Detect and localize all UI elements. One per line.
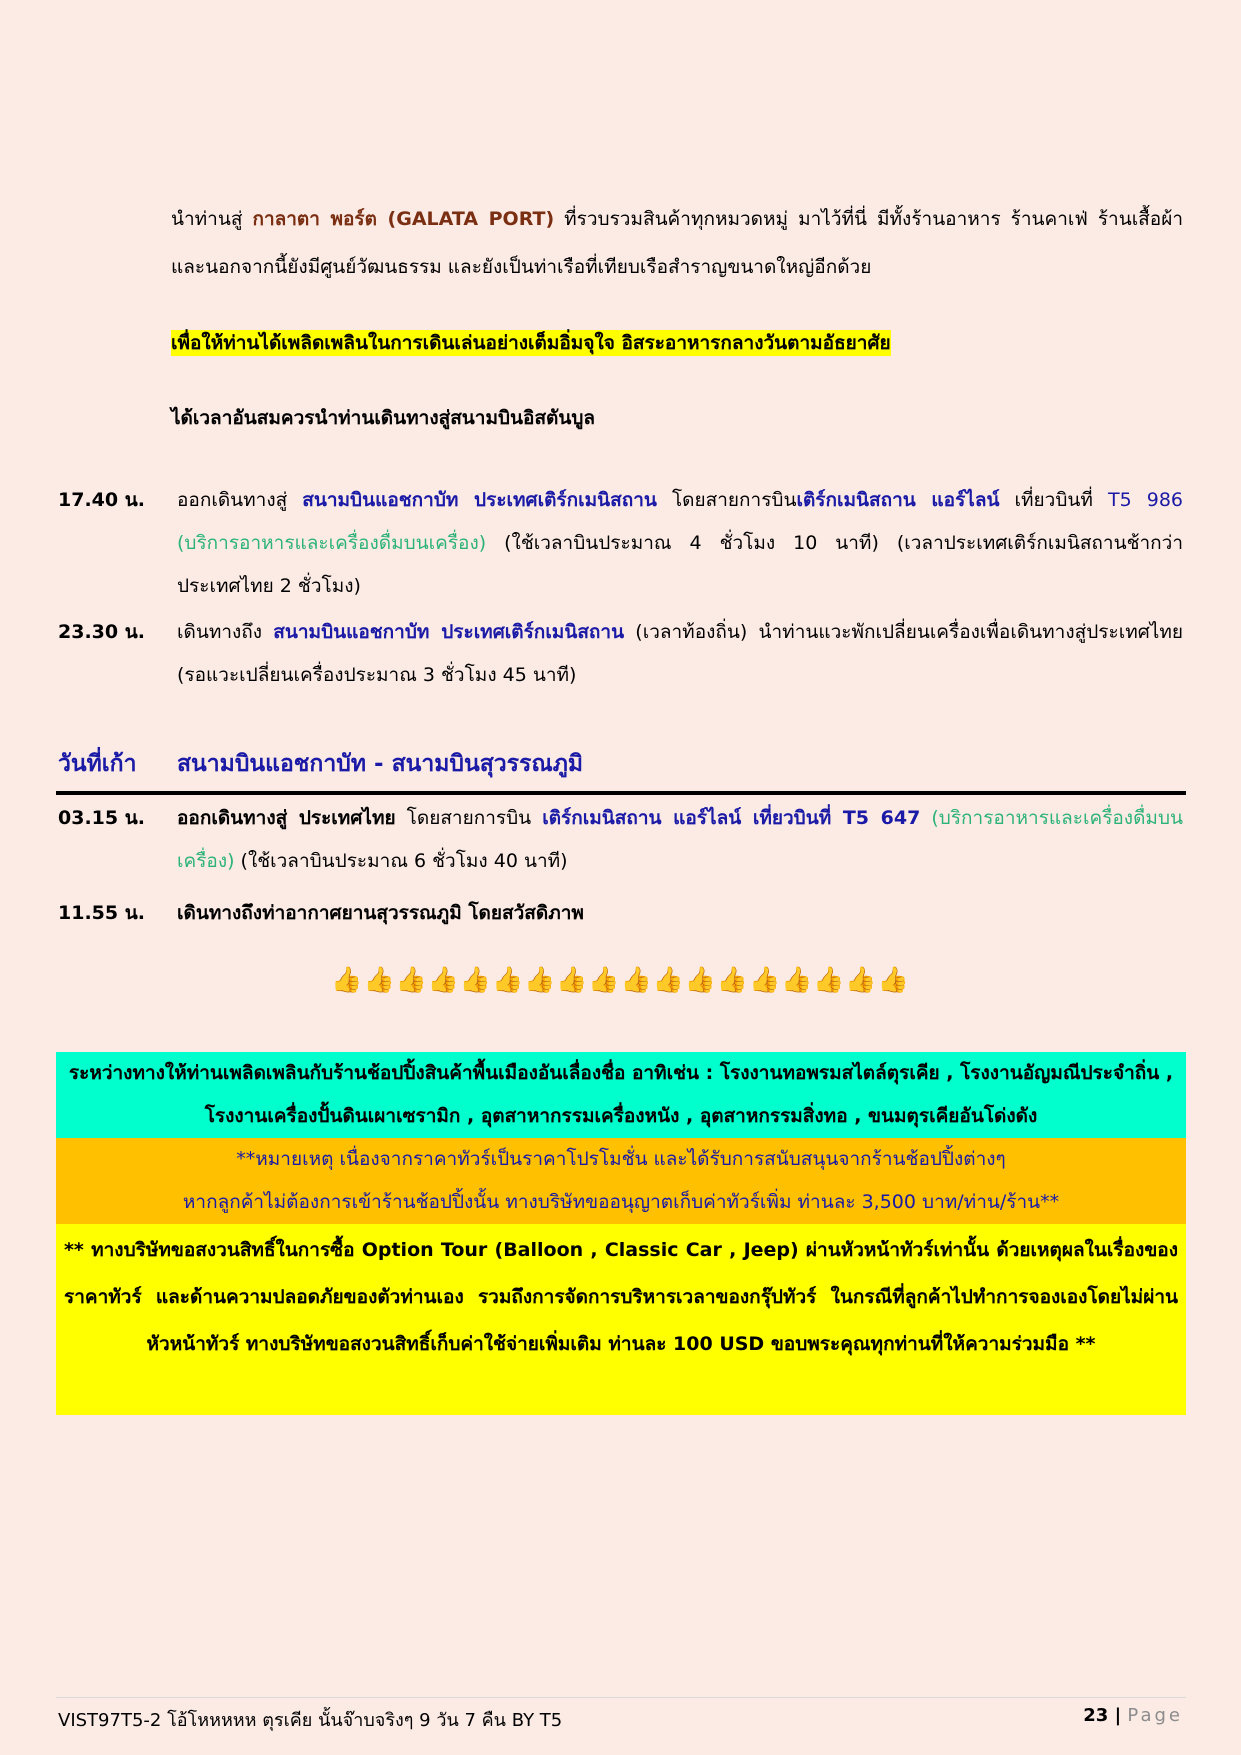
flight-description: ออกเดินทางสู่ สนามบินแอชกาบัท ประเทศเติร์กเมนิสถาน โดยสายการบินเติร์กเมนิสถาน แอร์ไลน์ เที่ยวบินที่ T5 986 (บริการอาหารและเครื่องดื่มบนเครื่อง) (ใช้เวลาบินประมาณ 4 ชั่วโมง 10 นาที) (เวลาประเทศเติร์กเมนิสถานช้ากว่าประเทศไทย 2 ชั่วโมง) xyxy=(177,489,1183,597)
destination: สนามบินแอชกาบัท ประเทศเติร์กเมนิสถาน xyxy=(273,621,625,643)
page-word: Page xyxy=(1127,1705,1183,1726)
flight-time: 03.15 น. xyxy=(58,807,145,829)
meal-service-note: (บริการอาหารและเครื่องดื่มบนเครื่อง) xyxy=(177,807,1183,872)
remark-notice-line-1: **หมายเหตุ เนื่องจากราคาทัวร์เป็นราคาโปรโมชั่น และได้รับการสนับสนุนจากร้านช้อปปิ้งต่างๆ xyxy=(56,1138,1186,1181)
galata-description: ที่รวบรวมสินค้าทุกหมวดหมู่ มาไว้ที่นี่ มีทั้งร้านอาหาร ร้านคาเฟ่ ร้านเสื้อผ้า และนอกจากนี้ยังมีศูนย์วัฒนธรรม และยังเป็นท่าเรือที่เทียบเรือสำราญขนาดใหญ่อีกด้วย xyxy=(171,208,1183,278)
highlighted-note: เพื่อให้ท่านได้เพลิดเพลินในการเดินเล่นอย่างเต็มอิ่มจุใจ อิสระอาหารกลางวันตามอัธยาศัย xyxy=(171,332,891,354)
airline-name: เติร์กเมนิสถาน แอร์ไลน์ xyxy=(796,489,1000,511)
footer-page-number: 23 | Page xyxy=(1083,1705,1183,1726)
flight-description: ออกเดินทางสู่ ประเทศไทย โดยสายการบิน เติร์กเมนิสถาน แอร์ไลน์ เที่ยวบินที่ T5 647 (บริการอาหารและเครื่องดื่มบนเครื่อง) (ใช้เวลาบินประมาณ 6 ชั่วโมง 40 นาที) xyxy=(177,807,1183,872)
galata-paragraph xyxy=(171,195,1183,291)
option-tour-notice-text: ** ทางบริษัทขอสงวนสิทธิ์ในการซื้อ Option Tour (Balloon , Classic Car , Jeep) ผ่านหัวหน้าทัวร์เท่านั้น ด้วยเหตุผลในเรื่องของราคาทัวร์ และด้านความปลอดภัยของตัวท่านเอง รวมถึงการจัดการบริหารเวลาของกรุ๊ปทัวร์ ในกรณีที่ลูกค้าไปทำการจองเองโดยไม่ผ่านหัวหน้าทัวร์ ทางบริษัทขอสงวนสิทธิ์เก็บค่าใช้จ่ายเพิ่มเติม ท่านละ 100 USD ขอบพระคุณทุกท่านที่ให้ความร่วมมือ ** xyxy=(64,1239,1178,1355)
shopping-notice-text: ระหว่างทางให้ท่านเพลิดเพลินกับร้านช้อปปิ้งสินค้าพื้นเมืองอันเลื่องชื่อ อาทิเช่น : โรงงานทอพรมสไตล์ตุรเคีย , โรงงานอัญมณีประจำถิ่น , โรงงานเครื่องปั้นดินเผาเซรามิก , อุตสาหากรรมเครื่องหนัง , อุตสาหกรรมสิ่งทอ , ขนมตุรเคียอันโด่งดัง xyxy=(68,1062,1174,1127)
flight-row-2330 xyxy=(58,611,1183,697)
flight-time: 23.30 น. xyxy=(58,621,145,643)
destination: สนามบินแอชกาบัท ประเทศเติร์กเมนิสถาน xyxy=(302,489,657,511)
flight-row-0315 xyxy=(58,797,1183,883)
option-tour-notice xyxy=(56,1224,1186,1415)
meal-service-note: (บริการอาหารและเครื่องดื่มบนเครื่อง) xyxy=(177,532,487,554)
day-title: สนามบินแอชกาบัท - สนามบินสุวรรณภูมิ xyxy=(177,751,584,777)
shopping-notice xyxy=(56,1052,1186,1138)
flight-row-1155 xyxy=(58,892,1183,935)
flight-time: 11.55 น. xyxy=(58,902,145,924)
flight-description: เดินทางถึงท่าอากาศยานสุวรรณภูมิ โดยสวัสดิภาพ xyxy=(177,902,584,924)
day-label: วันที่เก้า xyxy=(58,751,137,777)
flight-number: T5 986 xyxy=(1107,489,1183,511)
free-time-paragraph xyxy=(171,319,1183,367)
flight-time: 17.40 น. xyxy=(58,489,145,511)
footer-tour-code: VIST97T5-2 โอ้โหหหหห ตุรเคีย นั้นจ๊าบจริงๆ 9 วัน 7 คืน BY T5 xyxy=(58,1710,563,1731)
galata-intro: นำท่านสู่ xyxy=(171,208,253,230)
remark-notice-line-2: หากลูกค้าไม่ต้องการเข้าร้านช้อปปิ้งนั้น ทางบริษัทขออนุญาตเก็บค่าทัวร์เพิ่ม ท่านละ 3,500 บาท/ท่าน/ร้าน** xyxy=(56,1181,1186,1224)
day-header-rule xyxy=(56,791,1186,795)
flight-description: เดินทางถึง สนามบินแอชกาบัท ประเทศเติร์กเมนิสถาน (เวลาท้องถิ่น) นำท่านแวะพักเปลี่ยนเครื่องเพื่อเดินทางสู่ประเทศไทย (รอแวะเปลี่ยนเครื่องประมาณ 3 ชั่วโมง 45 นาที) xyxy=(177,621,1183,686)
flight-row-1740 xyxy=(58,479,1183,608)
airline-name: เติร์กเมนิสถาน แอร์ไลน์ เที่ยวบินที่ T5 647 xyxy=(542,807,921,829)
galata-name: กาลาตา พอร์ต (GALATA PORT) xyxy=(252,208,555,230)
footer-divider xyxy=(56,1697,1186,1698)
thumbs-up-icon-row: 👍👍👍👍👍👍👍👍👍👍👍👍👍👍👍👍👍👍 xyxy=(331,965,910,994)
page-number: 23 xyxy=(1083,1705,1109,1726)
airport-transfer-line: ได้เวลาอันสมควรนำท่านเดินทางสู่สนามบินอิสตันบูล xyxy=(171,407,596,429)
